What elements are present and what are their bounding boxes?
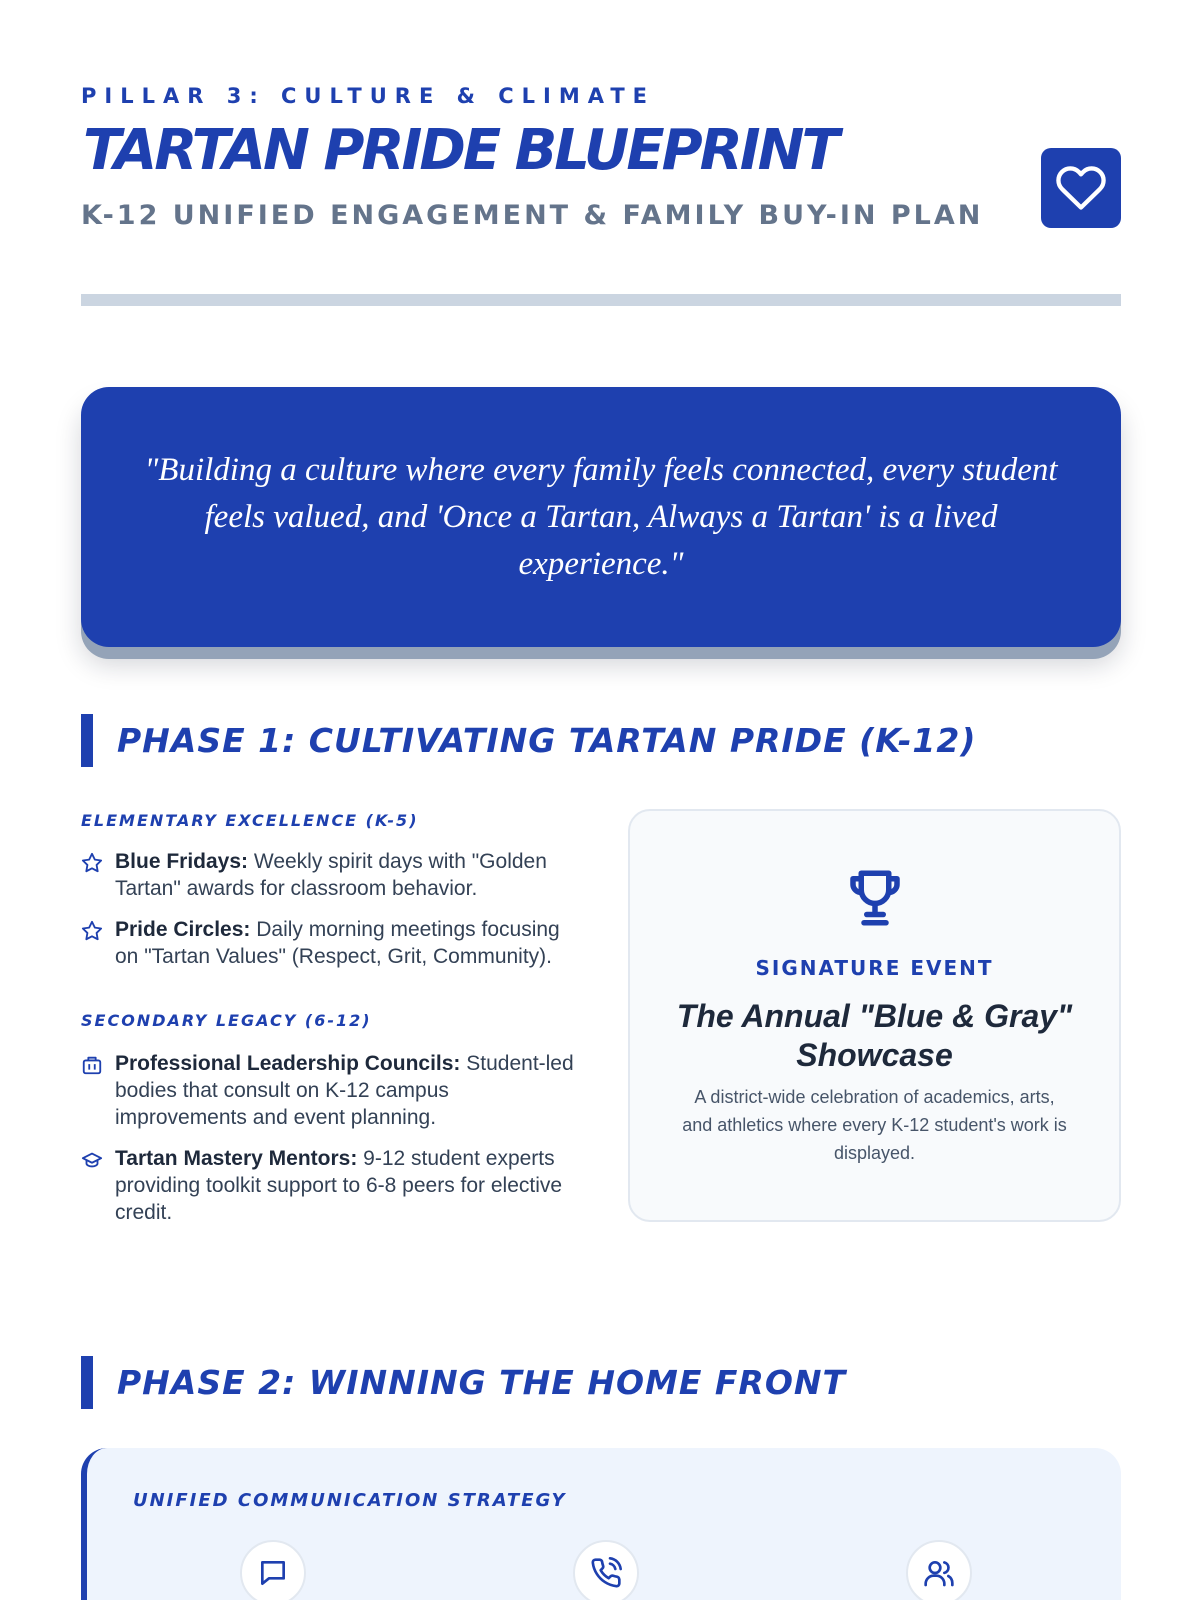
star-icon	[81, 852, 103, 874]
list-item-title: Tartan Mastery Mentors:	[115, 1147, 358, 1170]
phase-1-heading	[81, 714, 976, 767]
list-item-text	[115, 1145, 581, 1226]
star-icon	[81, 920, 103, 942]
page-subtitle: K-12 UNIFIED ENGAGEMENT & FAMILY BUY-IN PLAN	[81, 200, 984, 231]
communication-strategy-label: UNIFIED COMMUNICATION STRATEGY	[133, 1490, 567, 1511]
list-item	[81, 1050, 581, 1131]
list-item-text	[115, 1050, 581, 1131]
secondary-label: SECONDARY LEGACY (6-12)	[81, 1011, 372, 1030]
header-divider	[81, 294, 1121, 306]
mission-quote: "Building a culture where every family feels connected, every student feels valued, and 'Once a Tartan, Always a Tartan' is a lived experience."	[144, 451, 1058, 582]
phase-1-title: PHASE 1: CULTIVATING TARTAN PRIDE (K-12)	[117, 721, 977, 760]
phase-2-title: PHASE 2: WINNING THE HOME FRONT	[117, 1363, 847, 1402]
secondary-list	[81, 1050, 581, 1240]
heart-icon	[1055, 162, 1107, 214]
list-item	[81, 848, 581, 902]
phone-icon	[590, 1557, 622, 1589]
communication-strategy-card	[81, 1448, 1121, 1600]
message-icon-badge	[240, 1540, 306, 1600]
phase-2-heading	[81, 1356, 846, 1409]
graduation-cap-icon	[81, 1149, 103, 1171]
signature-event-title: The Annual "Blue & Gray" Showcase	[676, 998, 1073, 1073]
elementary-list	[81, 848, 581, 984]
phone-icon-badge	[573, 1540, 639, 1600]
users-icon	[923, 1557, 955, 1589]
building-icon	[81, 1054, 103, 1076]
pillar-eyebrow: PILLAR 3: CULTURE & CLIMATE	[81, 84, 656, 108]
heart-badge	[1041, 148, 1121, 228]
message-icon	[257, 1557, 289, 1589]
signature-event-description: A district-wide celebration of academics, arts, and athletics where every K-12 student's work is displayed.	[682, 1087, 1067, 1163]
signature-event-label: SIGNATURE EVENT	[755, 956, 994, 980]
list-item-body: 9-12 student experts providing toolkit support to 6-8 peers for elective credit.	[115, 1147, 563, 1224]
list-item-text	[115, 916, 581, 970]
list-item	[81, 916, 581, 970]
users-icon-badge	[906, 1540, 972, 1600]
list-item-title: Professional Leadership Councils:	[115, 1052, 461, 1075]
list-item-body: Weekly spirit days with "Golden Tartan" awards for classroom behavior.	[115, 850, 547, 900]
list-item	[81, 1145, 581, 1226]
elementary-label: ELEMENTARY EXCELLENCE (K-5)	[81, 811, 419, 830]
list-item-body: Student-led bodies that consult on K-12 campus improvements and event planning.	[115, 1052, 574, 1129]
mission-quote-card	[81, 387, 1121, 647]
list-item-title: Blue Fridays:	[115, 850, 249, 873]
page-title: TARTAN PRIDE BLUEPRINT	[83, 118, 837, 183]
phase-accent-bar	[81, 714, 93, 767]
list-item-text	[115, 848, 581, 902]
signature-event-card	[628, 809, 1121, 1222]
phase-accent-bar	[81, 1356, 93, 1409]
list-item-body: Daily morning meetings focusing on "Tartan Values" (Respect, Grit, Community).	[115, 918, 560, 968]
list-item-title: Pride Circles:	[115, 918, 251, 941]
trophy-icon	[842, 865, 908, 931]
